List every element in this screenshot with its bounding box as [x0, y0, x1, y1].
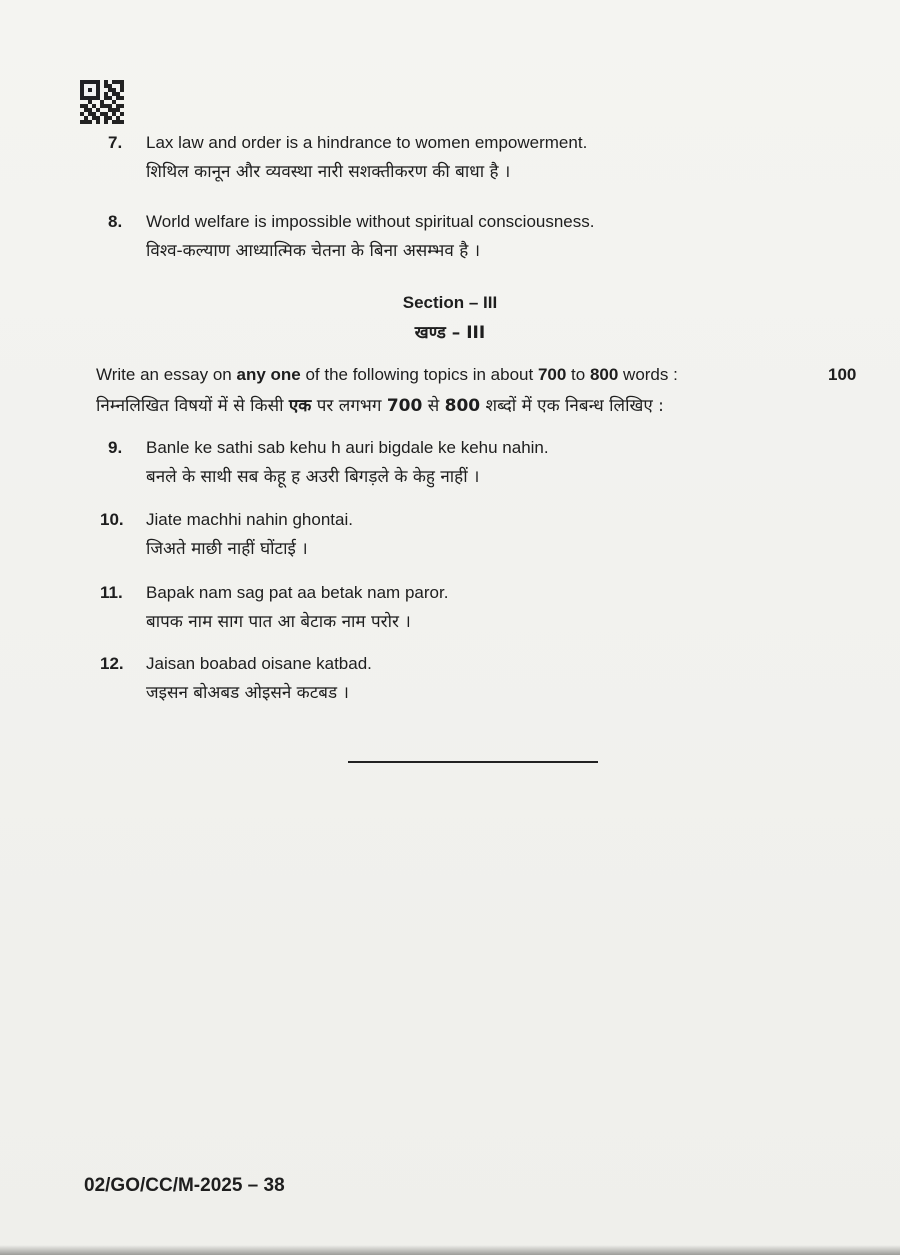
- marks-value: 100: [828, 365, 857, 384]
- question-number: 12.: [100, 654, 124, 673]
- section-title-hindi: खण्ड – III: [414, 323, 486, 343]
- page-footer-code: 02/GO/CC/M-2025 – 38: [84, 1175, 285, 1196]
- question-number: 8.: [108, 212, 123, 231]
- question-text-english: Jaisan boabad oisane katbad.: [146, 654, 372, 673]
- question-text-hindi: बनले के साथी सब केहू ह अउरी बिगड़ले के केहु नाहीं ।: [146, 467, 480, 487]
- scan-edge-shadow: [0, 1245, 900, 1255]
- question-text-hindi: बापक नाम साग पात आ बेटाक नाम परोर ।: [146, 612, 411, 632]
- question-text-english: Bapak nam sag pat aa betak nam paror.: [146, 583, 449, 602]
- question-number: 7.: [108, 133, 123, 152]
- question-text-hindi: विश्व-कल्याण आध्यात्मिक चेतना के बिना असम्भव है ।: [146, 241, 481, 261]
- question-number: 10.: [100, 510, 124, 529]
- end-divider: [348, 761, 598, 763]
- question-number: 9.: [108, 438, 123, 457]
- instruction-english: Write an essay on any one of the following topics in about 700 to 800 words :: [96, 365, 678, 384]
- question-number: 11.: [100, 583, 123, 602]
- qr-code-icon: [80, 80, 124, 122]
- section-title-english: Section – III: [402, 293, 498, 312]
- question-text-hindi: जिअते माछी नाहीं घोंटाई ।: [146, 539, 308, 559]
- question-text-english: Lax law and order is a hindrance to women empowerment.: [146, 133, 588, 152]
- question-text-english: World welfare is impossible without spiritual consciousness.: [146, 212, 595, 231]
- question-text-hindi: शिथिल कानून और व्यवस्था नारी सशक्तीकरण की बाधा है ।: [146, 162, 511, 182]
- question-text-hindi: जइसन बोअबड ओइसने कटबड ।: [146, 683, 349, 703]
- question-text-english: Banle ke sathi sab kehu h auri bigdale ke kehu nahin.: [146, 438, 549, 457]
- question-text-english: Jiate machhi nahin ghontai.: [146, 510, 353, 529]
- instruction-hindi: निम्नलिखित विषयों में से किसी एक पर लगभग 700 से 800 शब्दों में एक निबन्ध लिखिए :: [96, 396, 664, 416]
